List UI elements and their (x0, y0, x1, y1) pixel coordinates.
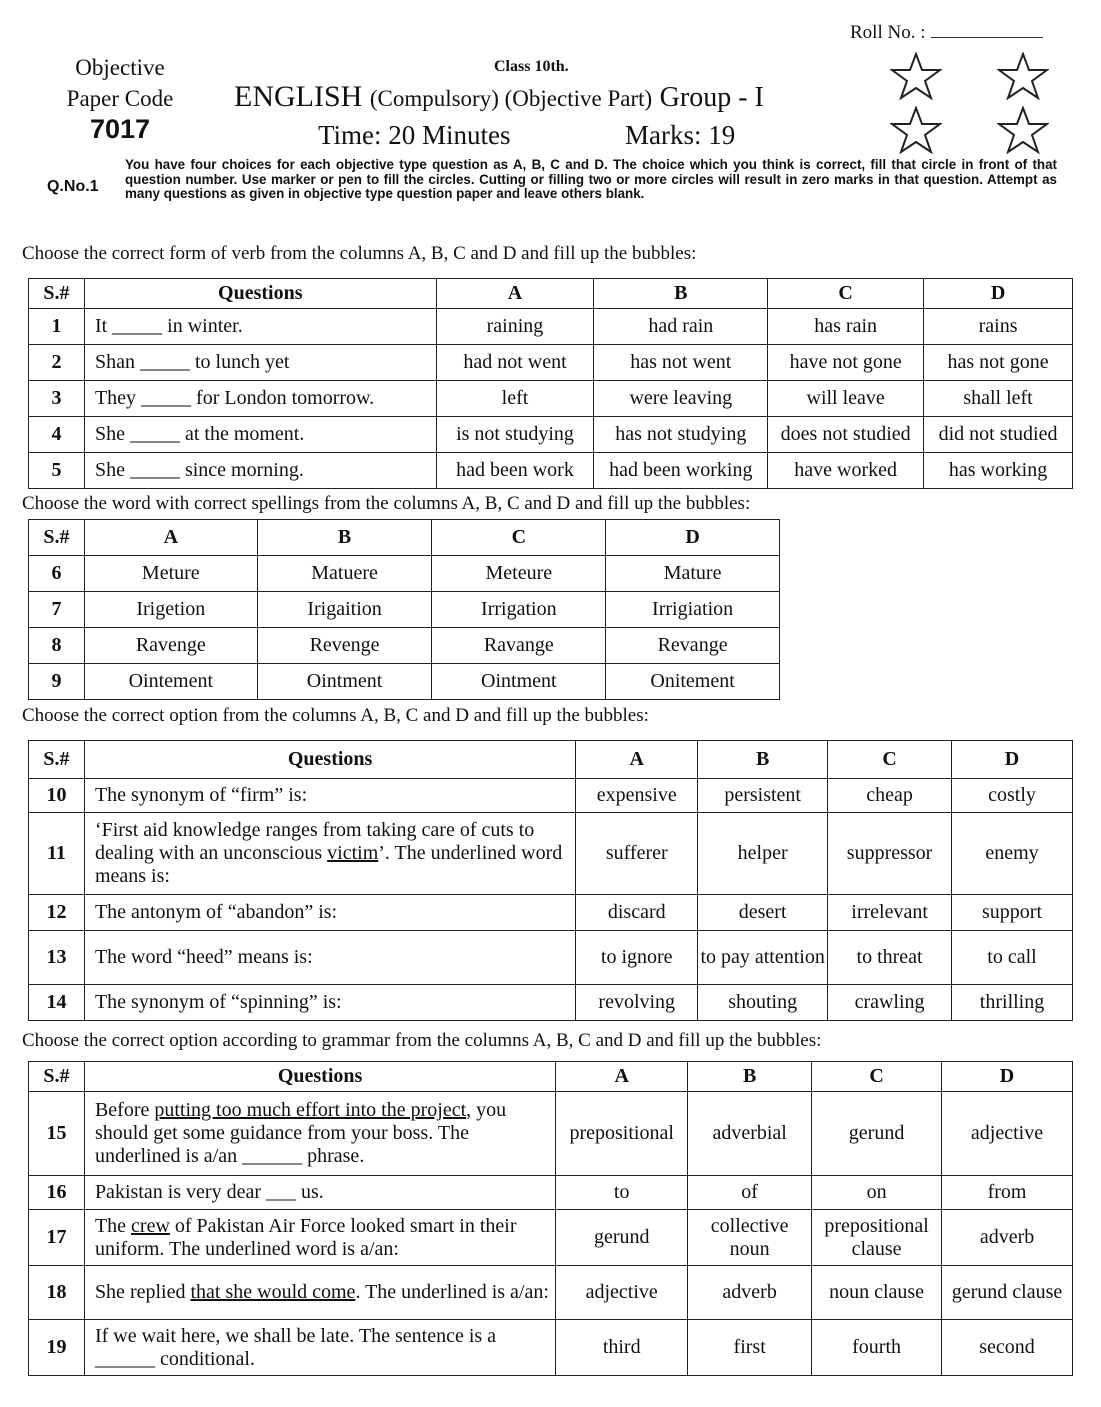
question-number: 18 (29, 1266, 85, 1320)
option-a[interactable]: is not studying (436, 417, 594, 453)
option-a[interactable]: prepositional (556, 1092, 688, 1176)
table-row (29, 813, 1073, 895)
underlined-phrase: that she would come (190, 1281, 356, 1303)
option-d[interactable]: shall left (924, 381, 1073, 417)
question-text-part: Before (94, 1099, 155, 1121)
question-text (84, 813, 575, 895)
header-c: C (812, 1062, 942, 1092)
option-a[interactable]: raining (436, 309, 594, 345)
paper-code-label-2: Paper Code (66, 86, 174, 111)
header-d: D (942, 1062, 1073, 1092)
option-b[interactable]: were leaving (594, 381, 768, 417)
header-questions: Questions (84, 279, 436, 309)
paper-code-number: 7017 (89, 114, 151, 144)
option-c[interactable]: crawling (828, 985, 952, 1021)
option-b[interactable]: Matuere (257, 556, 432, 592)
table-row (29, 309, 1073, 345)
option-c[interactable]: have not gone (768, 345, 924, 381)
header-questions: Questions (84, 1062, 555, 1092)
question-number: 9 (29, 664, 85, 700)
option-d[interactable]: second (942, 1320, 1073, 1376)
option-b[interactable]: adverb (688, 1266, 812, 1320)
marks-label: Marks: 19 (625, 120, 736, 150)
underlined-word: victim (327, 842, 379, 864)
question-text-part: ‘First aid knowledge ranges from taking care of cuts to dealing with an unconscious (94, 819, 535, 864)
table-row (29, 895, 1073, 931)
header-b: B (688, 1062, 812, 1092)
question-text (84, 1210, 555, 1266)
question-number: 10 (29, 779, 85, 813)
question-text (84, 1266, 555, 1320)
option-a[interactable]: discard (576, 895, 698, 931)
question-number: 19 (29, 1320, 85, 1376)
spelling-table (28, 519, 780, 700)
header-d: D (924, 279, 1073, 309)
roll-number-field[interactable] (850, 22, 1043, 44)
option-a[interactable]: had been work (436, 453, 594, 489)
question-number: 14 (29, 985, 85, 1021)
option-c[interactable]: gerund (812, 1092, 942, 1176)
option-a[interactable]: third (556, 1320, 688, 1376)
table-row (29, 931, 1073, 985)
header-b: B (257, 520, 432, 556)
table-row (29, 1210, 1073, 1266)
header-sn: S.# (29, 1062, 85, 1092)
star-icon (997, 52, 1049, 100)
option-c[interactable]: will leave (768, 381, 924, 417)
roll-number-blank[interactable] (931, 23, 1043, 38)
question-number: 8 (29, 628, 85, 664)
table-header-row (29, 1062, 1073, 1092)
question-text: The antonym of “abandon” is: (84, 895, 575, 931)
option-b[interactable]: had rain (594, 309, 768, 345)
option-d[interactable]: Onitement (606, 664, 780, 700)
question-text-part: She replied (94, 1281, 191, 1303)
table-row (29, 779, 1073, 813)
option-a[interactable]: to ignore (576, 931, 698, 985)
question-number: 4 (29, 417, 85, 453)
table-row (29, 345, 1073, 381)
table-row (29, 985, 1073, 1021)
option-c[interactable]: suppressor (828, 813, 952, 895)
option-b[interactable]: has not went (594, 345, 768, 381)
table-header-row (29, 279, 1073, 309)
question-number: 7 (29, 592, 85, 628)
question-text: They _____ for London tomorrow. (84, 381, 436, 417)
roll-number-label: Roll No. : (850, 22, 926, 43)
header-questions: Questions (84, 741, 575, 779)
header-sn: S.# (29, 741, 85, 779)
header-d: D (952, 741, 1073, 779)
question-text-part: The (94, 1214, 132, 1237)
class-label: Class 10th. (494, 58, 569, 75)
option-a[interactable]: gerund (556, 1210, 688, 1266)
option-b[interactable]: Irigaition (257, 592, 432, 628)
question-number: 3 (29, 381, 85, 417)
option-c[interactable]: Meteure (432, 556, 606, 592)
option-d[interactable]: to call (952, 931, 1073, 985)
table-row (29, 556, 780, 592)
question-number: 1 (29, 309, 85, 345)
question-text: The synonym of “firm” is: (84, 779, 575, 813)
option-a[interactable]: revolving (576, 985, 698, 1021)
table-row (29, 453, 1073, 489)
option-c[interactable]: prepositional clause (812, 1210, 942, 1266)
option-d[interactable]: from (942, 1176, 1073, 1210)
option-d[interactable]: Revange (606, 628, 780, 664)
option-a[interactable]: had not went (436, 345, 594, 381)
header-b: B (698, 741, 828, 779)
table-row (29, 1266, 1073, 1320)
option-a[interactable]: adjective (556, 1266, 688, 1320)
option-c[interactable]: Ointment (432, 664, 606, 700)
question-number: 13 (29, 931, 85, 985)
header-a: A (556, 1062, 688, 1092)
star-icon (890, 52, 942, 100)
question-text: It _____ in winter. (84, 309, 436, 345)
subject-part: (Compulsory) (Objective Part) (369, 86, 653, 111)
option-b[interactable]: persistent (698, 779, 828, 813)
question-text-part: . The underlined is a/an: (355, 1281, 549, 1303)
question-number: 12 (29, 895, 85, 931)
option-d[interactable]: Irrigiation (606, 592, 780, 628)
section-1-title: Choose the correct form of verb from the columns A, B, C and D and fill up the bubbles: (22, 243, 697, 264)
question-number: 2 (29, 345, 85, 381)
option-b[interactable]: helper (698, 813, 828, 895)
table-row (29, 1320, 1073, 1376)
option-b[interactable]: Revenge (257, 628, 432, 664)
grammar-table (28, 1061, 1073, 1376)
option-c[interactable]: irrelevant (828, 895, 952, 931)
paper-code-block (40, 52, 200, 145)
table-row (29, 1092, 1073, 1176)
header-c: C (828, 741, 952, 779)
option-b[interactable]: of (688, 1176, 812, 1210)
group-label: Group - I (659, 82, 764, 113)
option-a[interactable]: sufferer (576, 813, 698, 895)
question-text: The synonym of “spinning” is: (84, 985, 575, 1021)
table-row (29, 592, 780, 628)
header-a: A (576, 741, 698, 779)
option-d[interactable]: has working (924, 453, 1073, 489)
question-number: 17 (29, 1210, 85, 1266)
option-b[interactable]: has not studying (594, 417, 768, 453)
option-c[interactable]: have worked (768, 453, 924, 489)
section-2-title: Choose the word with correct spellings from the columns A, B, C and D and fill up the bubbles: (22, 493, 751, 514)
option-d[interactable]: thrilling (952, 985, 1073, 1021)
option-a[interactable]: Ointement (84, 664, 257, 700)
underlined-phrase: putting too much effort into the project (154, 1099, 467, 1121)
option-a[interactable]: Meture (84, 556, 257, 592)
option-a[interactable]: Irigetion (84, 592, 257, 628)
option-c[interactable]: to threat (828, 931, 952, 985)
paper-code-label-1: Objective (75, 55, 165, 80)
subject-title (234, 80, 764, 114)
question-text-part: of Pakistan Air Force looked smart in their uniform. The underlined word is a/an: (94, 1214, 517, 1260)
header-c: C (432, 520, 606, 556)
option-c[interactable]: does not studied (768, 417, 924, 453)
option-b[interactable]: to pay attention (698, 931, 828, 985)
option-c[interactable]: Ravange (432, 628, 606, 664)
header-c: C (768, 279, 924, 309)
question-number: 6 (29, 556, 85, 592)
verb-form-table (28, 278, 1073, 489)
question-number: Q.No.1 (47, 178, 99, 195)
table-header-row (29, 741, 1073, 779)
table-row (29, 628, 780, 664)
underlined-word: crew (131, 1214, 170, 1237)
question-text: She _____ at the moment. (84, 417, 436, 453)
option-b[interactable]: adverbial (688, 1092, 812, 1176)
option-b[interactable]: shouting (698, 985, 828, 1021)
option-d[interactable]: rains (924, 309, 1073, 345)
option-d[interactable]: costly (952, 779, 1073, 813)
question-text: Pakistan is very dear ___ us. (84, 1176, 555, 1210)
option-d[interactable]: did not studied (924, 417, 1073, 453)
option-d[interactable]: Mature (606, 556, 780, 592)
star-icon (997, 106, 1049, 154)
option-c[interactable]: has rain (768, 309, 924, 345)
question-text (84, 1092, 555, 1176)
section-4-title: Choose the correct option according to grammar from the columns A, B, C and D and fill up the bubbles: (22, 1030, 822, 1051)
option-c[interactable]: fourth (812, 1320, 942, 1376)
option-a[interactable]: to (556, 1176, 688, 1210)
option-b[interactable]: desert (698, 895, 828, 931)
option-c[interactable]: noun clause (812, 1266, 942, 1320)
question-text: If we wait here, we shall be late. The sentence is a ______ conditional. (84, 1320, 555, 1376)
question-number: 15 (29, 1092, 85, 1176)
question-number: 16 (29, 1176, 85, 1210)
vocabulary-table (28, 740, 1073, 1021)
option-d[interactable]: adjective (942, 1092, 1073, 1176)
question-number: 11 (29, 813, 85, 895)
option-d[interactable]: gerund clause (942, 1266, 1073, 1320)
subject-main: ENGLISH (234, 80, 363, 113)
time-label: Time: 20 Minutes (318, 120, 511, 150)
option-b[interactable]: had been working (594, 453, 768, 489)
question-number: 5 (29, 453, 85, 489)
question-text: The word “heed” means is: (84, 931, 575, 985)
star-icon (890, 106, 942, 154)
option-d[interactable]: has not gone (924, 345, 1073, 381)
option-a[interactable]: Ravenge (84, 628, 257, 664)
question-text: Shan _____ to lunch yet (84, 345, 436, 381)
option-a[interactable]: left (436, 381, 594, 417)
option-b[interactable]: first (688, 1320, 812, 1376)
table-row (29, 381, 1073, 417)
option-a[interactable]: expensive (576, 779, 698, 813)
instructions: You have four choices for each objective type question as A, B, C and D. The choice which you think is correct, fill that circle in front of that question number. Use marker or pen to fill the circles. Cutting or filling two or more circles will result in zero marks in that question. Attempt as many questions as given in objective type question paper and leave others blank. (125, 157, 1057, 202)
option-d[interactable]: enemy (952, 813, 1073, 895)
option-c[interactable]: Irrigation (432, 592, 606, 628)
header-a: A (84, 520, 257, 556)
option-c[interactable]: on (812, 1176, 942, 1210)
option-b[interactable]: collective noun (688, 1210, 812, 1266)
header-b: B (594, 279, 768, 309)
table-row (29, 664, 780, 700)
table-row (29, 1176, 1073, 1210)
header-sn: S.# (29, 520, 85, 556)
option-c[interactable]: cheap (828, 779, 952, 813)
table-header-row (29, 520, 780, 556)
question-text-part: , you should get some guidance from your boss. The underlined is a/an ______ phrase. (94, 1099, 507, 1167)
option-d[interactable]: adverb (942, 1210, 1073, 1266)
header-a: A (436, 279, 594, 309)
question-text: She _____ since morning. (84, 453, 436, 489)
table-row (29, 417, 1073, 453)
question-text-part: ’. The underlined word means is: (94, 842, 563, 887)
option-b[interactable]: Ointment (257, 664, 432, 700)
section-3-title: Choose the correct option from the columns A, B, C and D and fill up the bubbles: (22, 705, 649, 726)
option-d[interactable]: support (952, 895, 1073, 931)
header-sn: S.# (29, 279, 85, 309)
header-d: D (606, 520, 780, 556)
